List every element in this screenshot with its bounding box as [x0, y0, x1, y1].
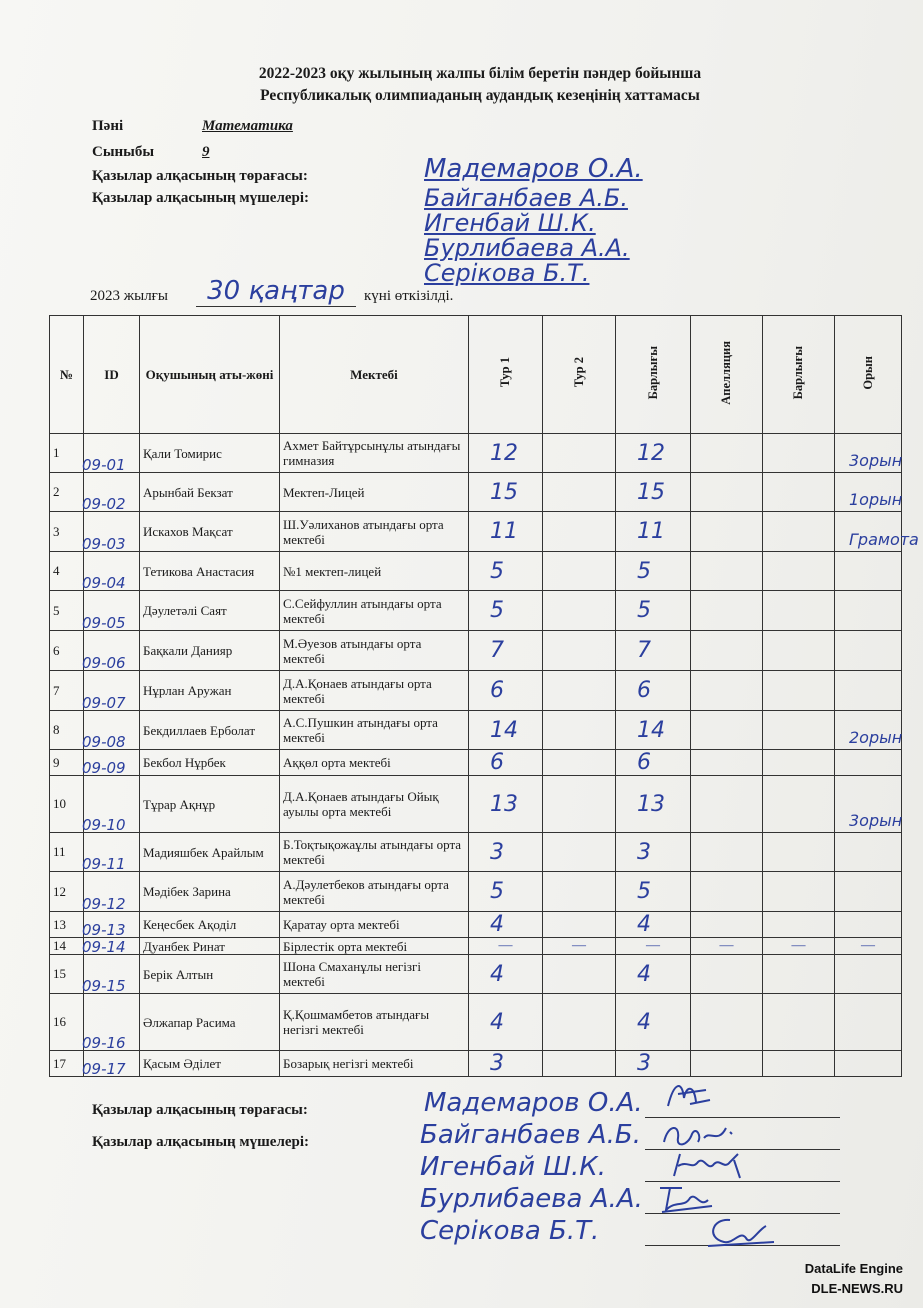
row-id: 09-17: [82, 1060, 126, 1078]
row-school: М.Әуезов атындағы орта мектебі: [280, 631, 469, 671]
place-value: 2орын: [849, 728, 903, 747]
row-number: 4: [50, 552, 84, 591]
row-id-cell: [84, 711, 140, 750]
row-tour2-score: [543, 994, 616, 1051]
total-value: 6: [637, 750, 651, 775]
row-id-cell: [84, 955, 140, 994]
row-total-final: [763, 955, 835, 994]
row-id-cell: [84, 750, 140, 776]
dash-mark: —: [498, 938, 513, 953]
table-row: [50, 833, 902, 872]
row-total-score: [616, 1051, 691, 1077]
watermark-line-2: DLE-NEWS.RU: [811, 1281, 903, 1296]
row-appeal: [691, 994, 763, 1051]
row-total-final: [763, 1051, 835, 1077]
total-value: 12: [637, 440, 665, 466]
chair-name: Мадемаров О.А.: [424, 154, 643, 184]
row-id-cell: [84, 552, 140, 591]
row-number: 13: [50, 912, 84, 938]
row-total-final: [763, 473, 835, 512]
table-header-row: [50, 316, 902, 434]
row-appeal: [691, 912, 763, 938]
total-value: 6: [637, 678, 651, 703]
row-id: 09-05: [82, 614, 126, 632]
row-id: 09-11: [82, 855, 126, 873]
score-value: 15: [490, 479, 518, 505]
row-appeal: [691, 1051, 763, 1077]
results-table: [49, 315, 919, 1078]
row-tour2-score: [543, 631, 616, 671]
col-header-tour1: [469, 316, 543, 434]
col-header-total: [616, 316, 691, 434]
row-place: [835, 473, 902, 512]
subject-label: Пәні: [92, 118, 124, 134]
row-id: 09-01: [82, 456, 126, 474]
dash-mark: —: [646, 938, 660, 953]
col-header-total-final-label: Барлығы: [791, 345, 805, 400]
row-total-score: [616, 591, 691, 631]
row-school: Ахмет Байтұрсынұлы атындағы гимназия: [280, 434, 469, 473]
col-header-place-label: Орын: [860, 355, 875, 390]
date-prefix: 2023 жылғы: [90, 288, 168, 304]
row-tour2-score: [543, 671, 616, 711]
row-tour1-score: [469, 671, 543, 711]
row-id: 09-16: [82, 1034, 126, 1052]
row-place: [835, 711, 902, 750]
footer-member-2: Игенбай Ш.К.: [420, 1152, 607, 1182]
row-number: 6: [50, 631, 84, 671]
total-value: 4: [637, 1009, 651, 1035]
row-id-cell: [84, 1051, 140, 1077]
table-row: [50, 631, 902, 671]
row-tour1-score: [469, 512, 543, 552]
row-tour1-score: [469, 955, 543, 994]
total-value: 5: [637, 598, 651, 623]
row-total-final: [763, 750, 835, 776]
row-id: 09-04: [82, 574, 126, 592]
table-row: [50, 955, 902, 994]
row-tour2-score: [543, 750, 616, 776]
row-school: А.С.Пушкин атындағы орта мектебі: [280, 711, 469, 750]
col-header-tour2: [543, 316, 616, 434]
grade-label: Сыныбы: [92, 144, 155, 160]
grade-value: 9: [202, 144, 210, 160]
row-number: 2: [50, 473, 84, 512]
row-total-final: [763, 552, 835, 591]
row-tour1-score: [469, 994, 543, 1051]
subject-value: Математика: [202, 118, 293, 134]
row-place: [835, 776, 902, 833]
row-place: [835, 671, 902, 711]
table-row: [50, 711, 902, 750]
row-total-score: [616, 912, 691, 938]
score-value: 3: [490, 1051, 504, 1076]
row-place: [835, 912, 902, 938]
dash-mark: —: [861, 938, 875, 953]
row-dash-cell: [616, 938, 691, 955]
row-tour2-score: [543, 1051, 616, 1077]
row-place: [835, 434, 902, 473]
member-1: Байганбаев А.Б.: [424, 184, 628, 212]
row-student-name: Дәулетәлі Саят: [140, 591, 280, 631]
total-value: 13: [637, 791, 665, 817]
row-total-score: [616, 671, 691, 711]
place-value: 1орын: [849, 490, 903, 509]
row-appeal: [691, 631, 763, 671]
row-total-score: [616, 473, 691, 512]
row-id-cell: [84, 833, 140, 872]
score-value: 12: [490, 440, 518, 466]
row-school: Д.А.Қонаев атындағы орта мектебі: [280, 671, 469, 711]
row-appeal: [691, 955, 763, 994]
row-id-cell: [84, 512, 140, 552]
row-number: 11: [50, 833, 84, 872]
table-row: [50, 591, 902, 631]
row-appeal: [691, 591, 763, 631]
place-value: Грамота: [849, 530, 919, 549]
row-total-final: [763, 711, 835, 750]
table-row: [50, 872, 902, 912]
row-number: 8: [50, 711, 84, 750]
signature-member-4: [700, 1212, 780, 1252]
footer-chair-label: Қазылар алқасының төрағасы:: [92, 1102, 308, 1118]
table-row: [50, 912, 902, 938]
row-tour1-score: [469, 552, 543, 591]
row-appeal: [691, 711, 763, 750]
date-value: 30 қаңтар: [196, 276, 356, 307]
score-value: 7: [490, 638, 504, 663]
row-student-name: Кеңесбек Ақоділ: [140, 912, 280, 938]
row-dash-cell: [835, 938, 902, 955]
row-tour2-score: [543, 833, 616, 872]
title-line-2: Республикалық олимпиаданың аудандық кезеңінің хаттамасы: [260, 87, 700, 104]
row-tour2-score: [543, 434, 616, 473]
row-total-score: [616, 955, 691, 994]
row-appeal: [691, 750, 763, 776]
footer-member-4: Серікова Б.Т.: [420, 1216, 600, 1246]
row-student-name: Тұрар Ақнұр: [140, 776, 280, 833]
row-tour2-score: [543, 591, 616, 631]
row-id: 09-10: [82, 816, 126, 834]
col-header-tour2-label: Тур 2: [571, 357, 586, 388]
total-value: 5: [637, 558, 651, 584]
total-value: 3: [637, 1051, 651, 1076]
row-dash-cell: [691, 938, 763, 955]
row-tour1-score: [469, 776, 543, 833]
row-student-name: Тетикова Анастасия: [140, 552, 280, 591]
row-number: 5: [50, 591, 84, 631]
total-value: 11: [637, 519, 665, 544]
score-value: 5: [490, 879, 504, 904]
row-total-final: [763, 512, 835, 552]
row-school: Бірлестік орта мектебі: [280, 938, 469, 955]
row-tour1-score: [469, 872, 543, 912]
total-value: 3: [637, 839, 651, 865]
table-row: [50, 994, 902, 1051]
total-value: 4: [637, 912, 651, 937]
row-id: 09-07: [82, 694, 126, 712]
row-student-name: Искахов Мақсат: [140, 512, 280, 552]
col-header-place: [835, 316, 902, 434]
row-id-cell: [84, 776, 140, 833]
row-number: 7: [50, 671, 84, 711]
table-row: [50, 776, 902, 833]
row-id: 09-06: [82, 654, 126, 672]
row-tour2-score: [543, 955, 616, 994]
row-id: 09-12: [82, 895, 126, 913]
score-value: 13: [490, 791, 518, 817]
row-place: [835, 512, 919, 552]
row-number: 12: [50, 872, 84, 912]
row-total-final: [763, 912, 835, 938]
score-value: 3: [490, 839, 504, 865]
row-total-score: [616, 631, 691, 671]
members-label: Қазылар алқасының мүшелері:: [92, 190, 310, 206]
row-id: 09-15: [82, 977, 126, 995]
footer-members-label: Қазылар алқасының мүшелері:: [92, 1134, 310, 1150]
col-header-total-final: [763, 316, 835, 434]
footer-chair-name: Мадемаров О.А.: [424, 1088, 643, 1118]
row-place: [835, 552, 902, 591]
col-header-number: №: [50, 316, 84, 434]
row-tour1-score: [469, 711, 543, 750]
row-number: 3: [50, 512, 84, 552]
row-id-cell: [84, 631, 140, 671]
row-place: [835, 591, 902, 631]
row-school: Д.А.Қонаев атындағы Ойық ауылы орта мектебі: [280, 776, 469, 833]
row-total-score: [616, 512, 691, 552]
dash-mark: —: [719, 938, 734, 953]
date-suffix: күні өткізілді.: [364, 288, 454, 304]
row-dash-cell: [543, 938, 616, 955]
table-row: [50, 1051, 902, 1077]
row-appeal: [691, 473, 763, 512]
score-value: 5: [490, 558, 504, 584]
row-student-name: Мадияшбек Арайлым: [140, 833, 280, 872]
table-row: [50, 552, 902, 591]
row-school: Аққөл орта мектебі: [280, 750, 469, 776]
dash-mark: —: [572, 938, 586, 953]
col-header-tour1-label: Тур 1: [498, 357, 512, 388]
col-header-appeal-label: Апелляция: [719, 340, 733, 405]
row-place: [835, 631, 902, 671]
table-row: [50, 473, 902, 512]
row-id: 09-14: [82, 938, 126, 956]
total-value: 15: [637, 479, 665, 505]
row-number: 14: [50, 938, 84, 955]
row-total-final: [763, 671, 835, 711]
row-tour2-score: [543, 512, 616, 552]
row-appeal: [691, 671, 763, 711]
col-header-school: Мектебі: [280, 316, 469, 434]
row-tour1-score: [469, 833, 543, 872]
row-appeal: [691, 872, 763, 912]
row-school: Қ.Қошмамбетов атындағы негізгі мектебі: [280, 994, 469, 1051]
member-4: Серікова Б.Т.: [424, 259, 590, 287]
row-school: №1 мектеп-лицей: [280, 552, 469, 591]
row-student-name: Бекдиллаев Ерболат: [140, 711, 280, 750]
row-dash-cell: [469, 938, 543, 955]
total-value: 4: [637, 961, 651, 987]
footer-member-3: Бурлибаева А.А.: [420, 1184, 643, 1214]
row-tour1-score: [469, 750, 543, 776]
row-id: 09-02: [82, 495, 126, 513]
score-value: 4: [490, 912, 504, 937]
row-tour1-score: [469, 434, 543, 473]
row-appeal: [691, 552, 763, 591]
row-tour1-score: [469, 591, 543, 631]
signature-member-2: [668, 1148, 748, 1184]
row-total-score: [616, 833, 691, 872]
row-id: 09-03: [82, 535, 126, 553]
row-tour2-score: [543, 473, 616, 512]
row-dash-cell: [763, 938, 835, 955]
row-tour1-score: [469, 1051, 543, 1077]
row-total-score: [616, 750, 691, 776]
row-number: 17: [50, 1051, 84, 1077]
row-school: Шона Смаханұлы негізгі мектебі: [280, 955, 469, 994]
table-row: [50, 938, 902, 955]
member-3: Бурлибаева А.А.: [424, 234, 630, 262]
row-id: 09-09: [82, 759, 126, 777]
row-total-score: [616, 711, 691, 750]
table-row: [50, 750, 902, 776]
row-tour2-score: [543, 872, 616, 912]
score-value: 11: [490, 519, 518, 544]
row-appeal: [691, 833, 763, 872]
signature-member-3: [652, 1182, 722, 1216]
row-id: 09-08: [82, 733, 126, 751]
row-total-final: [763, 591, 835, 631]
row-student-name: Әлжапар Расима: [140, 994, 280, 1051]
score-value: 4: [490, 1009, 504, 1035]
row-appeal: [691, 512, 763, 552]
row-appeal: [691, 434, 763, 473]
score-value: 6: [490, 678, 504, 703]
col-header-id: ID: [84, 316, 140, 434]
row-id-cell: [84, 473, 140, 512]
row-student-name: Қасым Әділет: [140, 1051, 280, 1077]
row-number: 10: [50, 776, 84, 833]
table-row: [50, 512, 902, 552]
row-tour1-score: [469, 473, 543, 512]
total-value: 14: [637, 717, 665, 743]
col-header-appeal: [691, 316, 763, 434]
row-school: Мектеп-Лицей: [280, 473, 469, 512]
row-student-name: Арынбай Бекзат: [140, 473, 280, 512]
row-number: 15: [50, 955, 84, 994]
row-tour2-score: [543, 552, 616, 591]
row-total-final: [763, 994, 835, 1051]
total-value: 5: [637, 879, 651, 904]
row-place: [835, 833, 902, 872]
row-student-name: Берік Алтын: [140, 955, 280, 994]
row-total-score: [616, 994, 691, 1051]
score-value: 14: [490, 717, 518, 743]
row-tour1-score: [469, 912, 543, 938]
row-school: С.Сейфуллин атындағы орта мектебі: [280, 591, 469, 631]
row-school: Қаратау орта мектебі: [280, 912, 469, 938]
row-id-cell: [84, 938, 140, 955]
row-tour2-score: [543, 776, 616, 833]
row-school: Бозарық негізгі мектебі: [280, 1051, 469, 1077]
table-row: [50, 671, 902, 711]
row-total-score: [616, 776, 691, 833]
row-tour1-score: [469, 631, 543, 671]
row-total-score: [616, 434, 691, 473]
row-total-final: [763, 434, 835, 473]
place-value: 3орын: [849, 451, 903, 470]
row-id-cell: [84, 591, 140, 631]
row-tour2-score: [543, 711, 616, 750]
row-appeal: [691, 776, 763, 833]
row-student-name: Бекбол Нұрбек: [140, 750, 280, 776]
row-total-score: [616, 872, 691, 912]
row-id-cell: [84, 994, 140, 1051]
total-value: 7: [637, 638, 651, 663]
watermark-line-1: DataLife Engine: [804, 1261, 903, 1276]
place-value: 3орын: [849, 811, 903, 830]
member-2: Игенбай Ш.К.: [424, 209, 596, 237]
row-place: [835, 955, 902, 994]
row-number: 16: [50, 994, 84, 1051]
row-total-final: [763, 872, 835, 912]
row-id-cell: [84, 912, 140, 938]
row-student-name: Мәдібек Зарина: [140, 872, 280, 912]
score-value: 5: [490, 598, 504, 623]
row-student-name: Бақкали Данияр: [140, 631, 280, 671]
title-line-1: 2022-2023 оқу жылының жалпы білім беретін пәндер бойынша: [258, 65, 702, 82]
row-place: [835, 750, 902, 776]
row-tour2-score: [543, 912, 616, 938]
row-total-final: [763, 631, 835, 671]
row-place: [835, 1051, 902, 1077]
footer-member-1: Байганбаев А.Б.: [420, 1120, 641, 1150]
row-total-score: [616, 552, 691, 591]
row-id: 09-13: [82, 921, 126, 939]
dash-mark: —: [791, 938, 806, 953]
score-value: 4: [490, 961, 504, 987]
row-total-final: [763, 776, 835, 833]
row-total-final: [763, 833, 835, 872]
row-school: Ш.Уәлиханов атындағы орта мектебі: [280, 512, 469, 552]
row-id-cell: [84, 434, 140, 473]
col-header-total-label: Барлығы: [645, 345, 660, 400]
col-header-name: Оқушының аты-жөні: [140, 316, 280, 434]
signature-chair: [660, 1076, 720, 1116]
signature-member-1: [658, 1118, 738, 1152]
row-student-name: Нұрлан Аружан: [140, 671, 280, 711]
row-id-cell: [84, 671, 140, 711]
row-school: Б.Тоқтықожаұлы атындағы орта мектебі: [280, 833, 469, 872]
table-row: [50, 434, 902, 473]
chair-label: Қазылар алқасының төрағасы:: [92, 168, 308, 184]
score-value: 6: [490, 750, 504, 775]
row-number: 9: [50, 750, 84, 776]
row-student-name: Қали Томирис: [140, 434, 280, 473]
row-id-cell: [84, 872, 140, 912]
row-place: [835, 872, 902, 912]
row-place: [835, 994, 902, 1051]
row-student-name: Дуанбек Ринат: [140, 938, 280, 955]
row-school: А.Дәулетбеков атындағы орта мектебі: [280, 872, 469, 912]
row-number: 1: [50, 434, 84, 473]
